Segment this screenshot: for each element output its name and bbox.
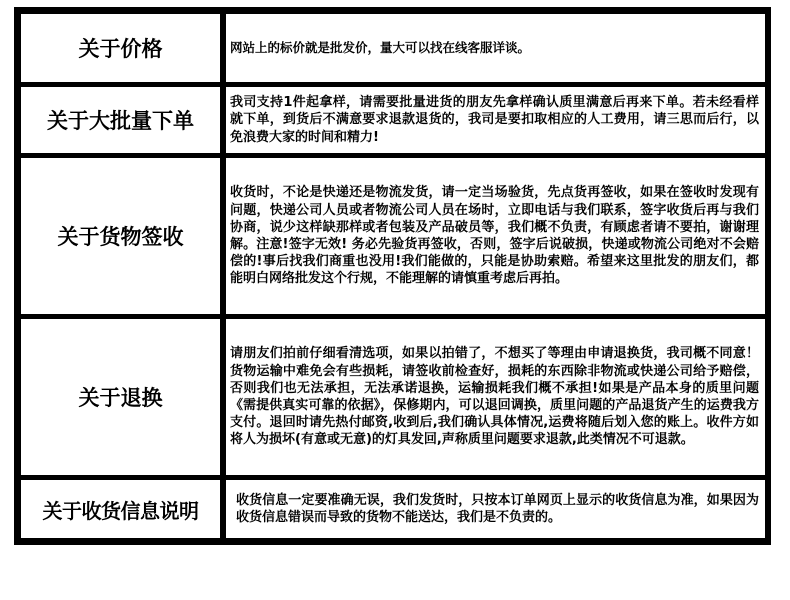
policy-content-price [226,14,765,82]
store-policy-table [14,7,771,545]
policy-content-delivery-signoff [226,158,765,314]
policy-text-shipping-info: 收货信息一定要准确无误，我们发货时，只按本订单网页上显示的收货信息为准，如果因为收货信息错误而导致的货物不能送达，我们是不负责的。 [236,492,759,525]
policy-row-returns [21,319,765,475]
policy-content-bulk-order [226,87,765,153]
policy-row-shipping-info [21,480,765,538]
policy-title-shipping-info: 关于收货信息说明 [21,480,220,538]
policy-text-bulk-order: 我司支持1件起拿样，请需要批量进货的朋友先拿样确认质里满意后再来下单。若未经看样就下单，到货后不满意要求退款退货的，我司是要扣取相应的人工费用，请三思而后行，以免浪费大家的时间和精力! [230,94,759,145]
policy-content-returns [226,319,765,475]
policy-title-returns: 关于退换 [21,319,220,475]
policy-title-delivery-signoff: 关于货物签收 [21,158,220,314]
policy-text-price: 网站上的标价就是批发价，量大可以找在线客服详谈。 [230,40,531,56]
policy-text-returns: 请朋友们拍前仔细看清选项，如果以拍错了，不想买了等理由申请退换货，我司概不同意！货物运输中难免会有些损耗，请签收前检查好，损耗的东西除非物流或快递公司给予赔偿，否则我们也无法承担，无法承诺退换，运输损耗我们概不承担!如果是产品本身的质里问题《需提供真实可靠的依据》，保修期内，可以退回调换，质里问题的产品退货产生的运费我方支付。退回时请先热付邮资,收到后,我们确认具体情况,运费将随后划入您的账上。收件方如将人为损坏(有意或无意)的灯具发回,声称质里问题要求退款,此类情况不可退款。 [230,346,759,448]
policy-row-price [21,14,765,82]
policy-title-bulk-order: 关于大批量下单 [21,87,220,153]
policy-content-shipping-info [226,480,765,538]
policy-row-bulk-order [21,87,765,153]
policy-row-delivery-signoff [21,158,765,314]
policy-text-delivery-signoff: 收货时，不论是快递还是物流发货，请一定当场验货，先点货再签收，如果在签收时发现有问题，快递公司人员或者物流公司人员在场时，立即电话与我们联系，签字收货后再与我们协商，说少这样缺那样或者包装及产品破员等，我们概不负责，有顾虑者请不要拍，谢谢理解。注意!签字无效! 务必先验货再签收，否则，签字后说破损，快递或物流公司绝对不会赔偿的!事后找我们商重也没用!我们能做的，只能是协助索赔。希望来这里批发的朋友们，都能明白网络批发这个行规，不能理解的请慎重考虑后再拍。 [230,185,759,287]
policy-title-price: 关于价格 [21,14,220,82]
